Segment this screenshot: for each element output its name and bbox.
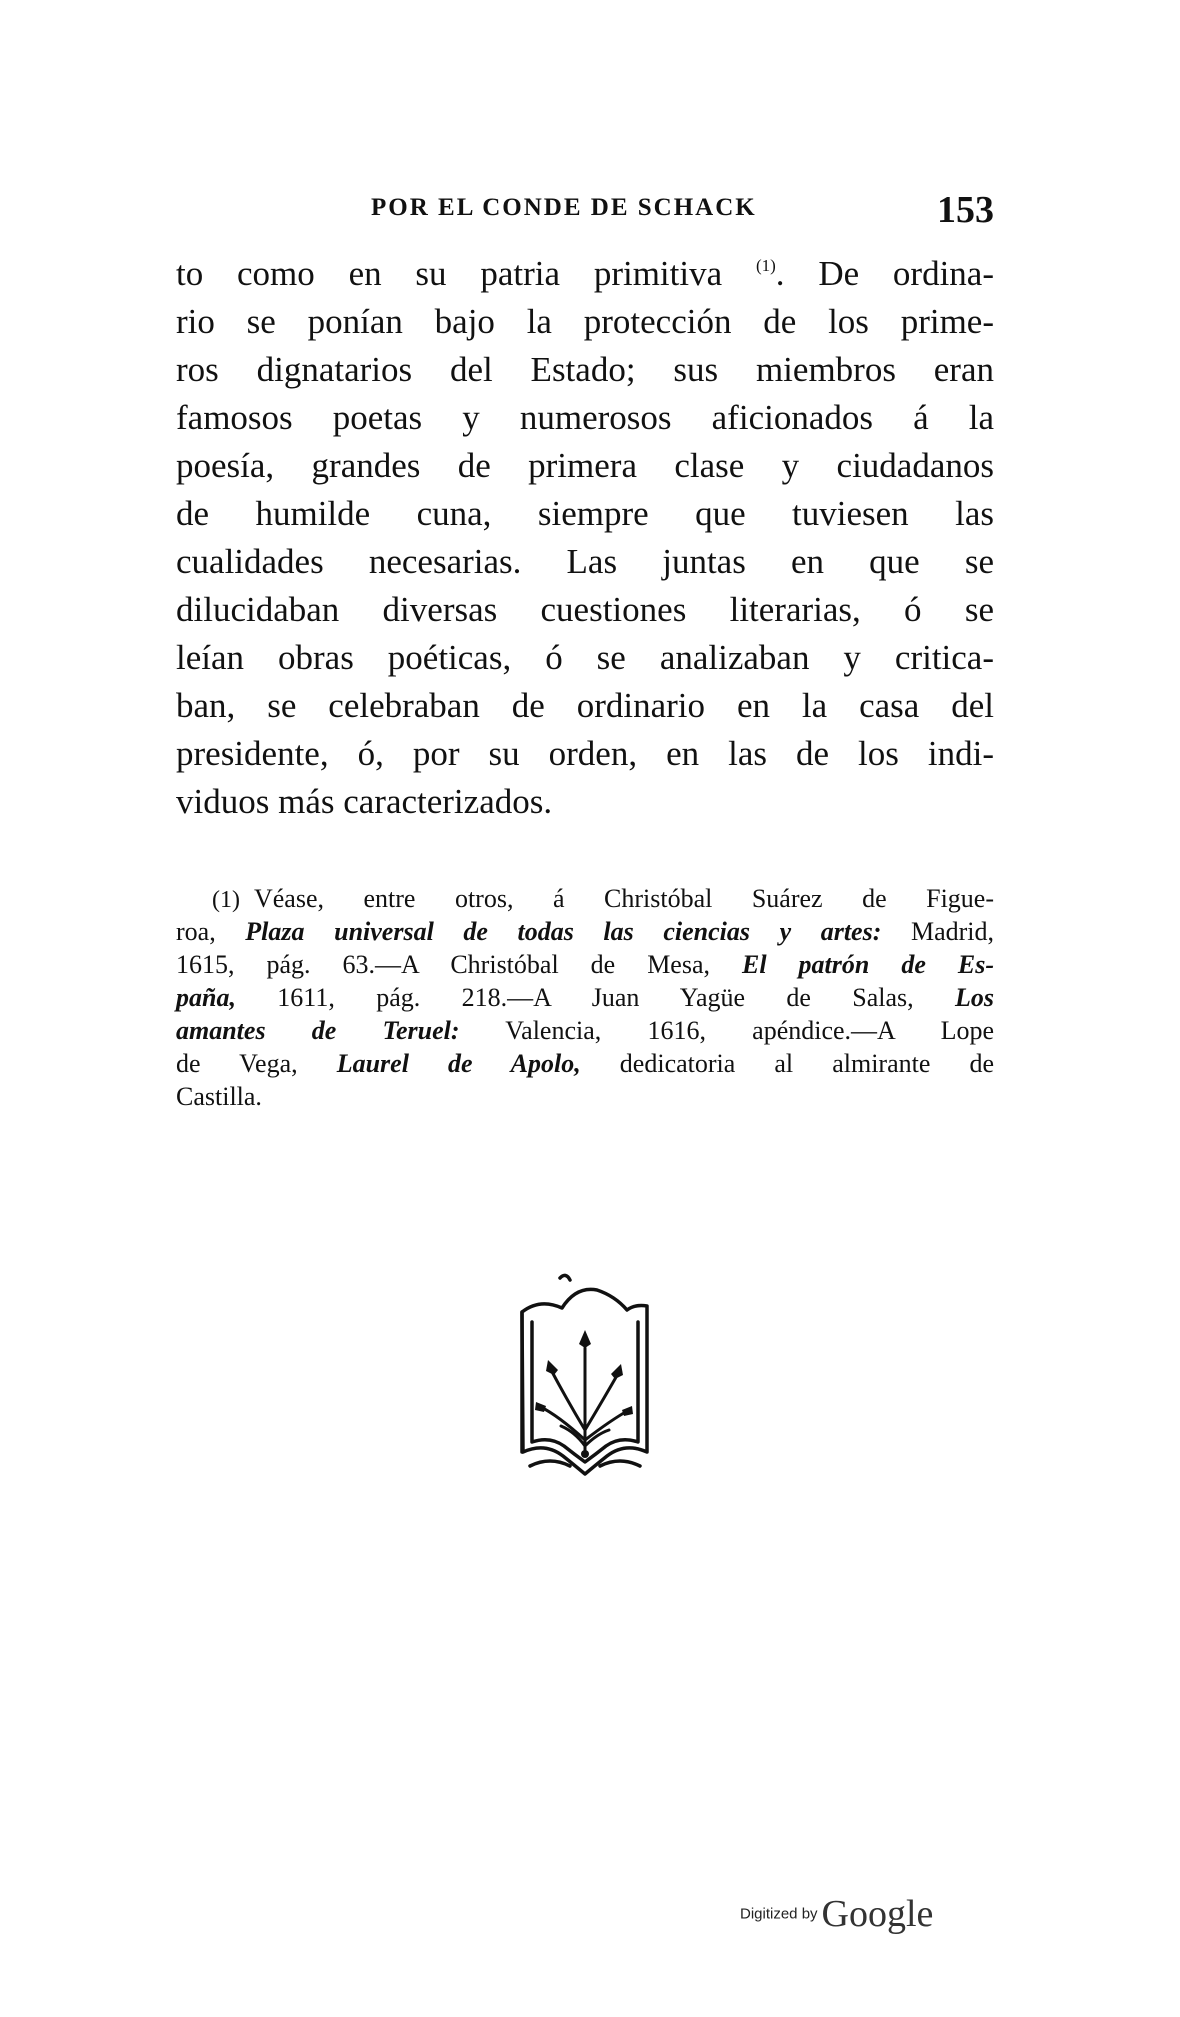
footnote-reference: (1): [755, 256, 776, 275]
google-logo: Google: [821, 1893, 934, 1935]
body-line: famosos poetas y numerosos aficionados á la: [176, 398, 994, 437]
footnote-line: de Vega, Laurel de Apolo, dedicatoria al almirante de: [176, 1049, 995, 1078]
running-head: [176, 188, 994, 238]
footnote-line: (1) Véase, entre otros, á Christóbal Suárez de Figue-: [212, 884, 994, 913]
digitized-by-label: Digitized by: [740, 1905, 818, 1923]
body-line: to como en su patria primitiva $^{(1)}$. De ordina-: [176, 254, 994, 293]
footnote-line: paña, 1611, pág. 218.—A Juan Yagüe de Salas, Los: [176, 983, 994, 1012]
body-line: ros dignatarios del Estado; sus miembros eran: [176, 350, 994, 389]
body-line: de humilde cuna, siempre que tuviesen las: [176, 494, 994, 533]
body-line: cualidades necesarias. Las juntas en que se: [176, 542, 994, 581]
running-title: POR EL CONDE DE SCHACK: [371, 194, 757, 221]
cited-title: amantes de Teruel:: [176, 1016, 460, 1045]
cited-title: Plaza universal de todas las ciencias y artes:: [245, 917, 882, 946]
cited-title: Laurel de Apolo,: [336, 1049, 581, 1078]
body-line: rio se ponían bajo la protección de los prime-: [176, 302, 994, 341]
body-line: leían obras poéticas, ó se analizaban y critica-: [176, 638, 994, 677]
footnote-line: roa, Plaza universal de todas las ciencias y artes: Madrid,: [176, 917, 995, 946]
footnote-line: 1615, pág. 63.—A Christóbal de Mesa, El patrón de Es-: [176, 950, 994, 979]
floral-shield-ornament-icon: [510, 1270, 660, 1490]
cited-title: Los: [955, 983, 994, 1012]
body-line: dilucidaban diversas cuestiones literarias, ó se: [176, 590, 994, 629]
cited-title: El patrón de Es-: [742, 950, 994, 979]
body-line: ban, se celebraban de ordinario en la casa del: [176, 686, 994, 725]
footnote-marker: (1): [212, 887, 240, 913]
cited-title: paña,: [176, 983, 236, 1012]
body-line: presidente, ó, por su orden, en las de los indi-: [176, 734, 994, 773]
footnote: [176, 882, 994, 1113]
footnote-line: amantes de Teruel: Valencia, 1616, apéndice.—A Lope: [176, 1016, 994, 1045]
body-line: poesía, grandes de primera clase y ciudadanos: [176, 446, 994, 485]
body-paragraph: [176, 250, 994, 826]
body-line: viduos más caracterizados.: [176, 782, 553, 821]
google-digitized-watermark: [740, 1892, 933, 1942]
page-number: 153: [937, 189, 994, 231]
footnote-line: Castilla.: [176, 1082, 262, 1111]
